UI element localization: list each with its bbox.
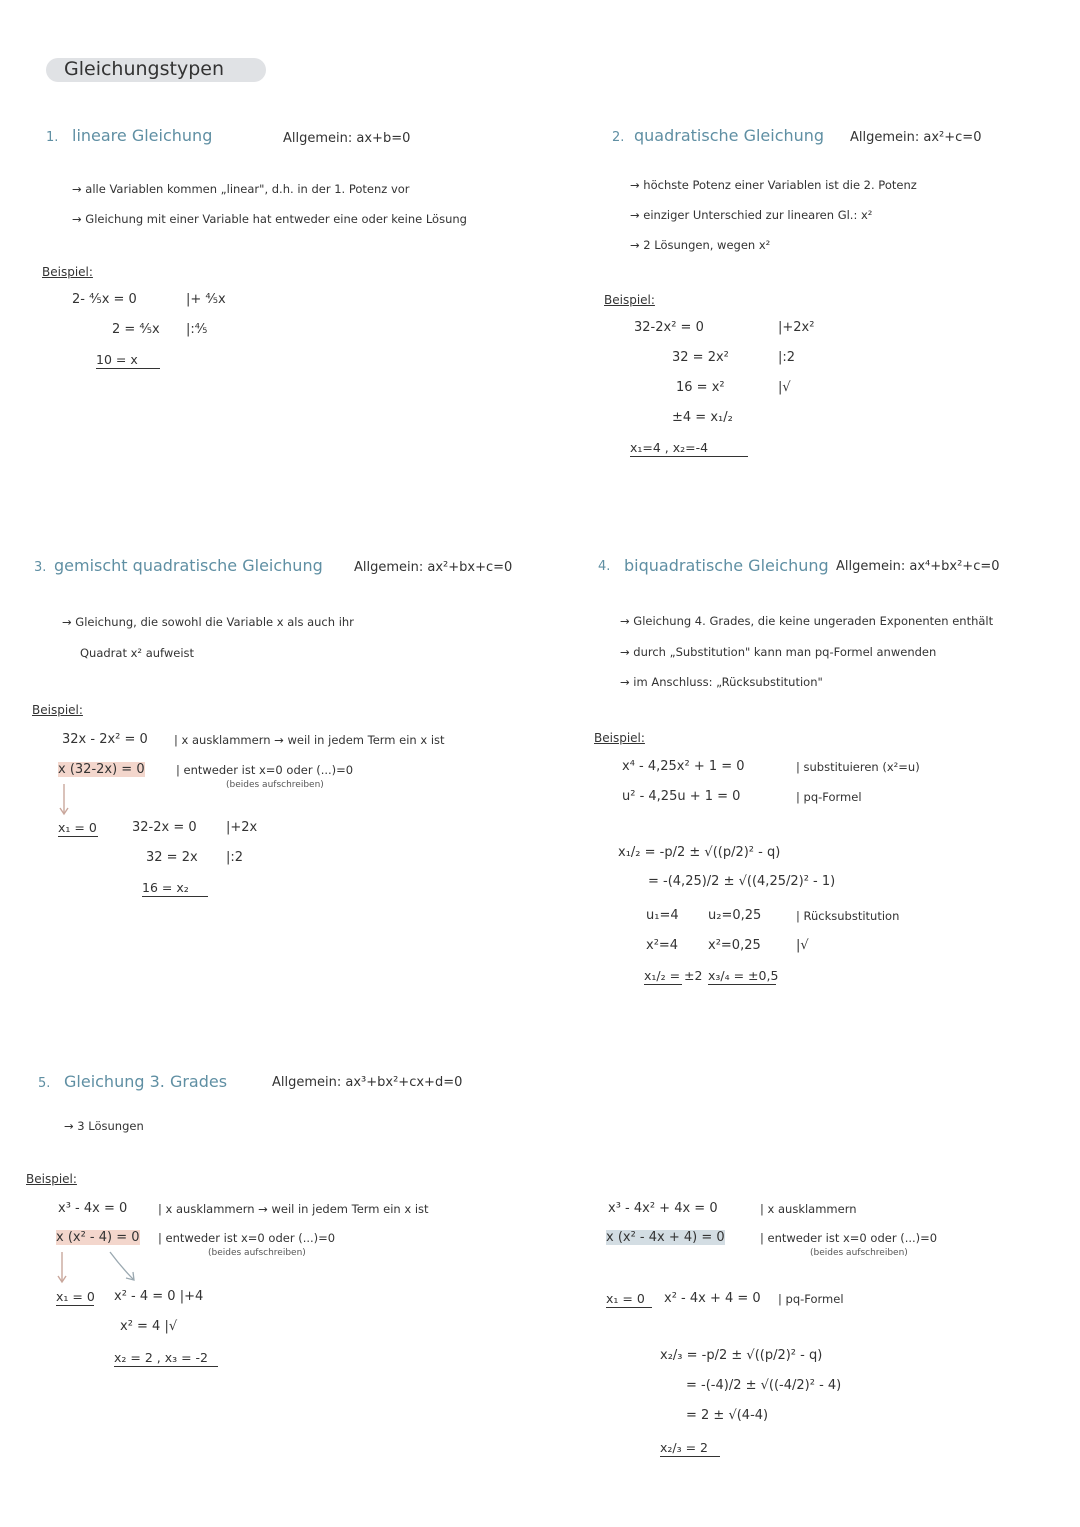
s5-left-x1: x₁ = 0 bbox=[56, 1289, 95, 1304]
s3-example-label: Beispiel: bbox=[32, 703, 83, 717]
s1-bullet-2: → Gleichung mit einer Variable hat entweder eine oder keine Lösung bbox=[72, 212, 467, 226]
s3-line-4-op: |:2 bbox=[226, 850, 244, 865]
s3-arrow-down-icon bbox=[60, 782, 70, 818]
s5-right-result: x₂/₃ = 2 bbox=[660, 1440, 720, 1457]
s4-x34: x₃/₄ = ±0,5 bbox=[708, 968, 779, 983]
s1-bullet-1: → alle Variablen kommen „linear", d.h. in der 1. Potenz vor bbox=[72, 182, 410, 196]
s3-line-3: 32-2x = 0 bbox=[132, 820, 197, 835]
s2-bullet-3: → 2 Lösungen, wegen x² bbox=[630, 238, 771, 252]
s2-number: 2. bbox=[612, 130, 625, 145]
s2-bullet-2: → einziger Unterschied zur linearen Gl.: x² bbox=[630, 208, 873, 222]
s5-right-line-2: x (x² - 4x + 4) = 0 bbox=[606, 1230, 725, 1245]
s5-right-x1: x₁ = 0 bbox=[606, 1291, 652, 1308]
s5-left-line-2: x (x² - 4) = 0 bbox=[56, 1230, 140, 1245]
page-title: Gleichungstypen bbox=[64, 58, 224, 80]
s3-heading: gemischt quadratische Gleichung bbox=[54, 556, 323, 575]
s4-x-sq-1: x²=4 bbox=[646, 938, 679, 953]
s4-line-2-op: | pq-Formel bbox=[796, 790, 862, 804]
s1-line-2-op: |:⅘ bbox=[186, 322, 208, 337]
s4-line-2: u² - 4,25u + 1 = 0 bbox=[622, 789, 741, 804]
s5-right-note: (beides aufschreiben) bbox=[810, 1248, 908, 1258]
s1-line-1: 2- ⅘x = 0 bbox=[72, 292, 137, 307]
s5-right-pq-3: = 2 ± √(4-4) bbox=[686, 1408, 769, 1423]
s2-general: Allgemein: ax²+c=0 bbox=[850, 130, 982, 145]
s1-general: Allgemein: ax+b=0 bbox=[283, 131, 411, 146]
s3-line-2: x (32-2x) = 0 bbox=[58, 762, 145, 777]
s3-line-2-op: | entweder ist x=0 oder (...)=0 bbox=[176, 763, 354, 777]
s5-right-line-1: x³ - 4x² + 4x = 0 bbox=[608, 1201, 718, 1216]
s3-bullet-1: → Gleichung, die sowohl die Variable x als auch ihr bbox=[62, 615, 354, 629]
s5-left-note: (beides aufschreiben) bbox=[208, 1248, 306, 1258]
s2-heading: quadratische Gleichung bbox=[634, 126, 825, 145]
s2-result: x₁=4 , x₂=-4 bbox=[630, 440, 748, 457]
s2-line-1: 32-2x² = 0 bbox=[634, 320, 704, 335]
s4-line-1: x⁴ - 4,25x² + 1 = 0 bbox=[622, 759, 745, 774]
s4-u2: u₂=0,25 bbox=[708, 908, 762, 923]
s1-line-1-op: |+ ⅘x bbox=[186, 292, 226, 307]
s4-number: 4. bbox=[598, 559, 611, 574]
s5-arrow-curve-icon bbox=[106, 1250, 146, 1286]
s4-bullet-3: → im Anschluss: „Rücksubstitution" bbox=[620, 675, 823, 689]
s5-left-line-2-op: | entweder ist x=0 oder (...)=0 bbox=[158, 1231, 336, 1245]
s1-heading: lineare Gleichung bbox=[72, 126, 213, 145]
s2-line-2: 32 = 2x² bbox=[672, 350, 729, 365]
s3-note: (beides aufschreiben) bbox=[226, 780, 324, 790]
s4-heading: biquadratische Gleichung bbox=[624, 556, 829, 575]
s4-root-op: |√ bbox=[796, 938, 809, 953]
s3-x1: x₁ = 0 bbox=[58, 820, 97, 835]
s4-bullet-1: → Gleichung 4. Grades, die keine ungeraden Exponenten enthält bbox=[620, 614, 994, 628]
s3-number: 3. bbox=[34, 560, 47, 575]
s2-line-4: ±4 = x₁/₂ bbox=[672, 410, 733, 425]
s5-bullet-1: → 3 Lösungen bbox=[64, 1119, 144, 1133]
s4-example-label: Beispiel: bbox=[594, 731, 645, 745]
s5-right-pq-1: x₂/₃ = -p/2 ± √((p/2)² - q) bbox=[660, 1348, 823, 1363]
s4-line-1-op: | substituieren (x²=u) bbox=[796, 760, 920, 774]
s1-line-2: 2 = ⅘x bbox=[112, 322, 160, 337]
s3-line-3-op: |+2x bbox=[226, 820, 258, 835]
s4-resub-op: | Rücksubstitution bbox=[796, 909, 900, 923]
s5-left-line-1: x³ - 4x = 0 bbox=[58, 1201, 128, 1216]
s3-general: Allgemein: ax²+bx+c=0 bbox=[354, 560, 513, 575]
s1-result: 10 = x bbox=[96, 352, 160, 369]
s5-left-line-4: x² = 4 |√ bbox=[120, 1319, 178, 1334]
s5-right-line-3: x² - 4x + 4 = 0 bbox=[664, 1291, 761, 1306]
s5-heading: Gleichung 3. Grades bbox=[64, 1072, 228, 1091]
s2-line-3-op: |√ bbox=[778, 380, 791, 395]
s4-pq-1: x₁/₂ = -p/2 ± √((p/2)² - q) bbox=[618, 845, 781, 860]
s3-bullet-2: Quadrat x² aufweist bbox=[80, 646, 195, 660]
s2-line-2-op: |:2 bbox=[778, 350, 796, 365]
s4-bullet-2: → durch „Substitution" kann man pq-Formel anwenden bbox=[620, 645, 937, 659]
s5-example-label: Beispiel: bbox=[26, 1172, 77, 1186]
s1-number: 1. bbox=[46, 130, 59, 145]
s5-left-result: x₂ = 2 , x₃ = -2 bbox=[114, 1350, 218, 1367]
s4-x-sq-2: x²=0,25 bbox=[708, 938, 761, 953]
s2-line-3: 16 = x² bbox=[676, 380, 725, 395]
s5-right-pq-2: = -(-4)/2 ± √((-4/2)² - 4) bbox=[686, 1378, 842, 1393]
s1-example-label: Beispiel: bbox=[42, 265, 93, 279]
s3-line-4: 32 = 2x bbox=[146, 850, 198, 865]
s5-right-line-1-op: | x ausklammern bbox=[760, 1202, 857, 1216]
s2-example-label: Beispiel: bbox=[604, 293, 655, 307]
s5-right-line-3-op: | pq-Formel bbox=[778, 1292, 844, 1306]
s3-line-1-op: | x ausklammern → weil in jedem Term ein x ist bbox=[174, 733, 445, 747]
s5-arrow-down-icon bbox=[58, 1250, 68, 1286]
s2-bullet-1: → höchste Potenz einer Variablen ist die 2. Potenz bbox=[630, 178, 917, 192]
s5-left-line-1-op: | x ausklammern → weil in jedem Term ein x ist bbox=[158, 1202, 429, 1216]
s3-x2: 16 = x₂ bbox=[142, 880, 208, 897]
s5-general: Allgemein: ax³+bx²+cx+d=0 bbox=[272, 1075, 463, 1090]
s5-right-line-2-op: | entweder ist x=0 oder (...)=0 bbox=[760, 1231, 938, 1245]
s4-pq-2: = -(4,25)/2 ± √((4,25/2)² - 1) bbox=[648, 874, 836, 889]
s4-x12: x₁/₂ = ±2 bbox=[644, 968, 703, 983]
s4-general: Allgemein: ax⁴+bx²+c=0 bbox=[836, 559, 1000, 574]
s5-left-line-3: x² - 4 = 0 |+4 bbox=[114, 1289, 204, 1304]
s3-line-1: 32x - 2x² = 0 bbox=[62, 732, 148, 747]
s5-number: 5. bbox=[38, 1076, 51, 1091]
s4-u1: u₁=4 bbox=[646, 908, 679, 923]
s2-line-1-op: |+2x² bbox=[778, 320, 815, 335]
